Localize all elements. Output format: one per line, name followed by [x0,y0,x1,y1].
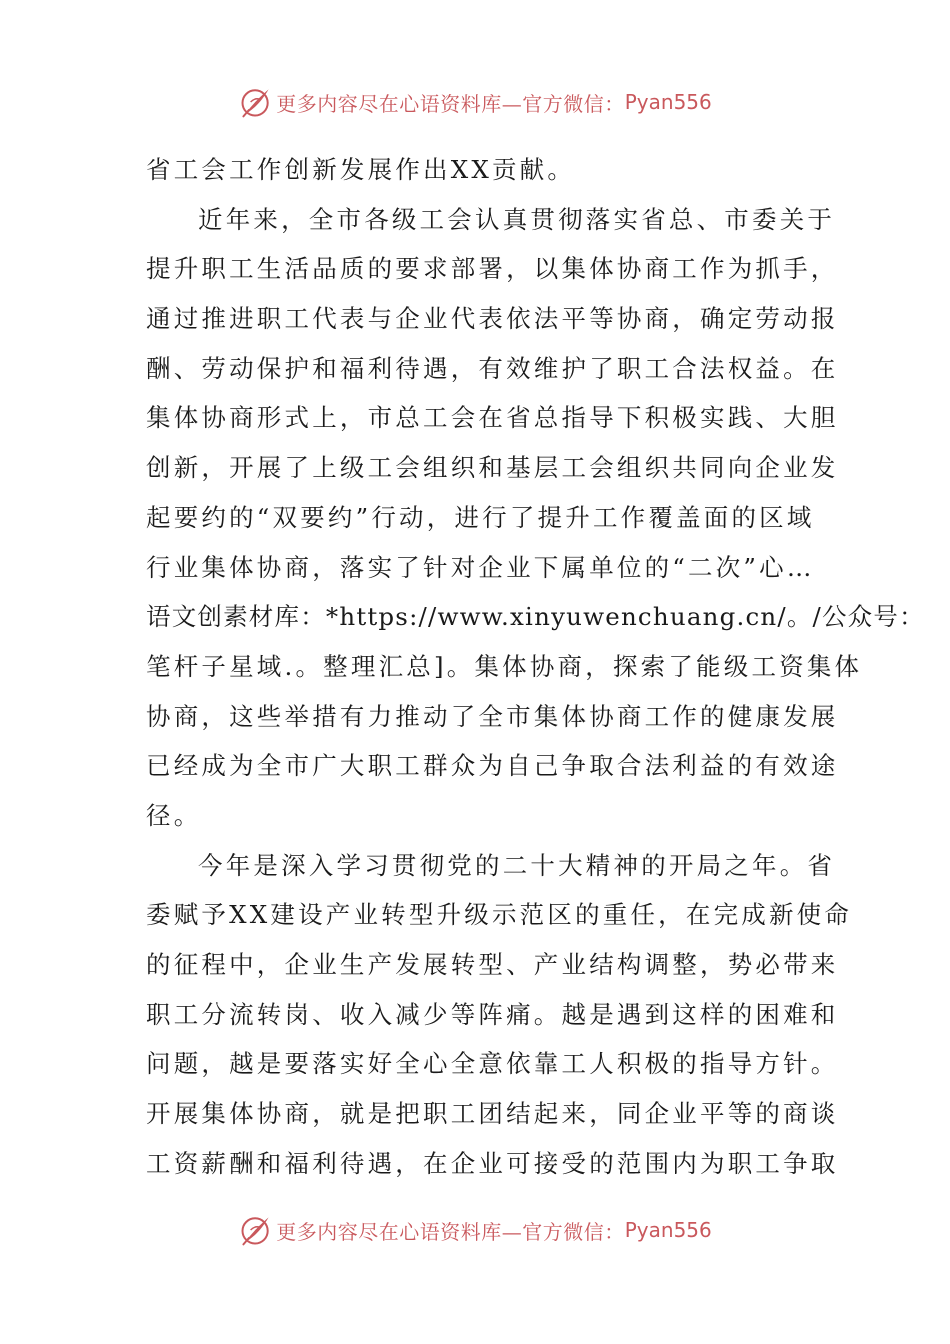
text-line: 通过推进职工代表与企业代表依法平等协商，确定劳动报 [146,304,839,334]
text-line: 提升职工生活品质的要求部署，以集体协商工作为抓手， [146,254,839,284]
text-line: 职工分流转岗、收入减少等阵痛。越是遇到这样的困难和 [146,999,839,1029]
header-watermark-banner [0,80,950,124]
text-line: 省工会工作创新发展作出XX贡献。 [146,155,576,184]
text-line: 问题，越是要落实好全心全意依靠工人积极的指导方针。 [146,1049,839,1079]
text-line: 笔杆子星域.。整理汇总]。集体协商，探索了能级工资集体 [146,651,863,681]
text-line: 行业集体协商，落实了针对企业下属单位的“二次”心… [146,552,815,582]
text-line: 的征程中，企业生产发展转型、产业结构调整，势必带来 [146,950,839,979]
text-line: 集体协商形式上，市总工会在省总指导下积极实践、大胆 [146,403,839,433]
document-body [146,145,925,1188]
text-line: 创新，开展了上级工会组织和基层工会组织共同向企业发 [146,453,839,483]
text-line: 径。 [146,800,202,830]
paragraph-start-line: 今年是深入学习贯彻党的二十大精神的开局之年。省 [198,850,836,880]
text-line: 已经成为全市广大职工群众为自己争取合法利益的有效途 [146,751,839,781]
text-line: 委赋予XX建设产业转型升级示范区的重任，在完成新使命 [146,900,853,930]
quill-logo-icon [238,1212,274,1248]
banner-text: 更多内容尽在心语资料库—官方微信： [276,1219,625,1244]
paragraph-start-line: 近年来，全市各级工会认真贯彻落实省总、市委关于 [198,204,836,234]
banner-text: 更多内容尽在心语资料库—官方微信： [276,91,625,116]
text-line: 起要约的“双要约”行动，进行了提升工作覆盖面的区域 [146,502,815,532]
text-line: 语文创素材库：*https://www.xinyuwenchuang.cn/。/公众号： [146,602,925,632]
banner-account: Pyan556 [624,1218,712,1242]
banner-account: Pyan556 [624,90,712,114]
text-line: 酬、劳动保护和福利待遇，有效维护了职工合法权益。在 [146,353,839,383]
text-line: 开展集体协商，就是把职工团结起来，同企业平等的商谈 [146,1099,839,1129]
footer-watermark-banner [0,1208,950,1252]
quill-logo-icon [238,84,274,120]
text-line: 协商，这些举措有力推动了全市集体协商工作的健康发展 [146,701,839,731]
text-line: 工资薪酬和福利待遇，在企业可接受的范围内为职工争取 [146,1148,839,1178]
